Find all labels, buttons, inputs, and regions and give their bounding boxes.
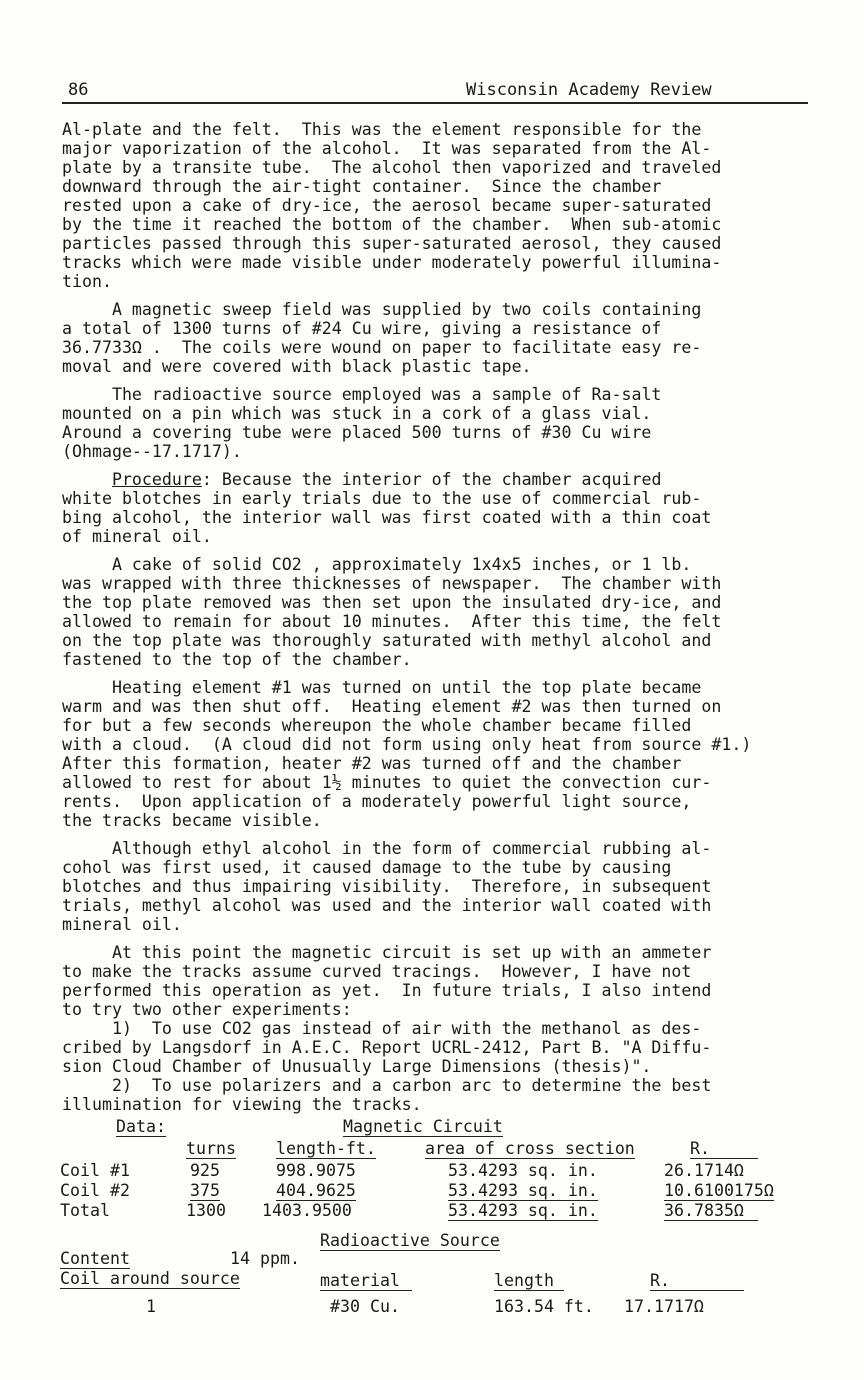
- paragraph: At this point the magnetic circuit is set up with an ammeter to make the tracks assume curved tracings. However, I have not performed this operation as yet. In future trials, I also intend to try two other experiments: 1) To use CO2 gas instead of air with the methanol as des- cribed by Langsdorf in A.E.C. Report UCRL-2412, Part B. "A Diffu- sion Cloud Chamber of Unusually Large Dimensions (thesis)". 2) To use polarizers and a carbon arc to determine the best illumination for viewing the tracks.: [62, 943, 712, 1114]
- paragraph: A cake of solid CO2 , approximately 1x4x5 inches, or 1 lb. was wrapped with three thicknesses of newspaper. The chamber with the top plate removed was then set upon the insulated dry-ice, and allowed to remain for about 10 minutes. After this time, the felt on the top plate was thoroughly saturated with methyl alcohol and fastened to the top of the chamber.: [62, 555, 722, 669]
- body-text: [62, 120, 832, 1123]
- col-material: material: [320, 1271, 412, 1291]
- row-length: 163.54 ft.: [494, 1297, 594, 1316]
- row-name: Coil #2: [60, 1181, 130, 1200]
- row-turns: 1300: [186, 1201, 226, 1220]
- col-area: area of cross section: [425, 1139, 635, 1158]
- col-turns: turns: [186, 1139, 236, 1158]
- row-area: 53.4293 sq. in.: [448, 1161, 598, 1180]
- page-header: [62, 80, 808, 104]
- procedure-colon: :: [201, 470, 222, 489]
- col-length: length: [494, 1271, 564, 1291]
- row-r: 10.6100175Ω: [664, 1181, 774, 1200]
- journal-title: Wisconsin Academy Review: [466, 80, 712, 100]
- row-length: 998.9075: [276, 1161, 356, 1180]
- col-length: length-ft.: [276, 1139, 376, 1158]
- magnetic-circuit-title: Magnetic Circuit: [343, 1117, 503, 1136]
- row-r: 17.1717Ω: [624, 1297, 704, 1316]
- radioactive-source-title: Radioactive Source: [320, 1231, 500, 1250]
- content-value: 14 ppm.: [230, 1249, 300, 1268]
- data-tables: [0, 1115, 864, 1345]
- page-number: 86: [68, 80, 89, 100]
- row-r: 26.1714Ω: [664, 1161, 744, 1180]
- row-material: #30 Cu.: [330, 1297, 400, 1316]
- procedure-indent: [62, 470, 112, 489]
- col-r: R.: [650, 1271, 744, 1291]
- row-length: 404.9625: [276, 1181, 356, 1200]
- row-area: 53.4293 sq. in.: [448, 1181, 598, 1200]
- row-name: Coil #1: [60, 1161, 130, 1180]
- row-area: 53.4293 sq. in.: [448, 1201, 598, 1220]
- content-label: Content: [60, 1249, 130, 1268]
- procedure-paragraph: [62, 470, 832, 546]
- paragraph: Heating element #1 was turned on until the top plate became warm and was then shut off. Heating element #2 was then turned on for but a few seconds whereupon the whole chamber became filled with a cloud. (A cloud did not form using only heat from source #1.) After this formation, heater #2 was turned off and the chamber allowed to rest for about 1½ minutes to quiet the convection cur- rents. Upon application of a moderately powerful light source, the tracks became visible.: [62, 678, 752, 830]
- col-coil-around-source: Coil around source: [60, 1269, 240, 1288]
- row-turns: 925: [190, 1161, 220, 1180]
- row-coil: 1: [146, 1297, 156, 1316]
- procedure-text: Because the interior of the chamber acquired white blotches in early trials due to the use of commercial rub- bing alcohol, the interior wall was first coated with a thin coat of mineral oil.: [62, 470, 712, 546]
- row-r: 36.7835Ω: [664, 1201, 758, 1221]
- col-r: R.: [690, 1139, 758, 1159]
- paragraph: A magnetic sweep field was supplied by two coils containing a total of 1300 turns of #24 Cu wire, giving a resistance of 36.7733Ω . The coils were wound on paper to facilitate easy re- moval and were covered with black plastic tape.: [62, 300, 702, 376]
- row-name: Total: [60, 1201, 110, 1220]
- paragraph: The radioactive source employed was a sample of Ra-salt mounted on a pin which was stuck in a cork of a glass vial. Around a covering tube were placed 500 turns of #30 Cu wire (Ohmage--17.1717).: [62, 385, 662, 461]
- procedure-label: Procedure: [111, 470, 202, 489]
- row-length: 1403.9500: [262, 1201, 352, 1220]
- paragraph: Although ethyl alcohol in the form of commercial rubbing al- cohol was first used, it caused damage to the tube by causing blotches and thus impairing visibility. Therefore, in subsequent trials, methyl alcohol was used and the interior wall coated with mineral oil.: [62, 839, 712, 934]
- row-turns: 375: [190, 1181, 220, 1200]
- data-label: Data:: [116, 1117, 166, 1136]
- paragraph: Al-plate and the felt. This was the element responsible for the major vaporization of the alcohol. It was separated from the Al- plate by a transite tube. The alcohol then vaporized and traveled downward through the air-tight container. Since the chamber rested upon a cake of dry-ice, the aerosol became super-saturated by the time it reached the bottom of the chamber. When sub-atomic particles passed through this super-saturated aerosol, they caused tracks which were made visible under moderately powerful illumina- tion.: [62, 120, 722, 291]
